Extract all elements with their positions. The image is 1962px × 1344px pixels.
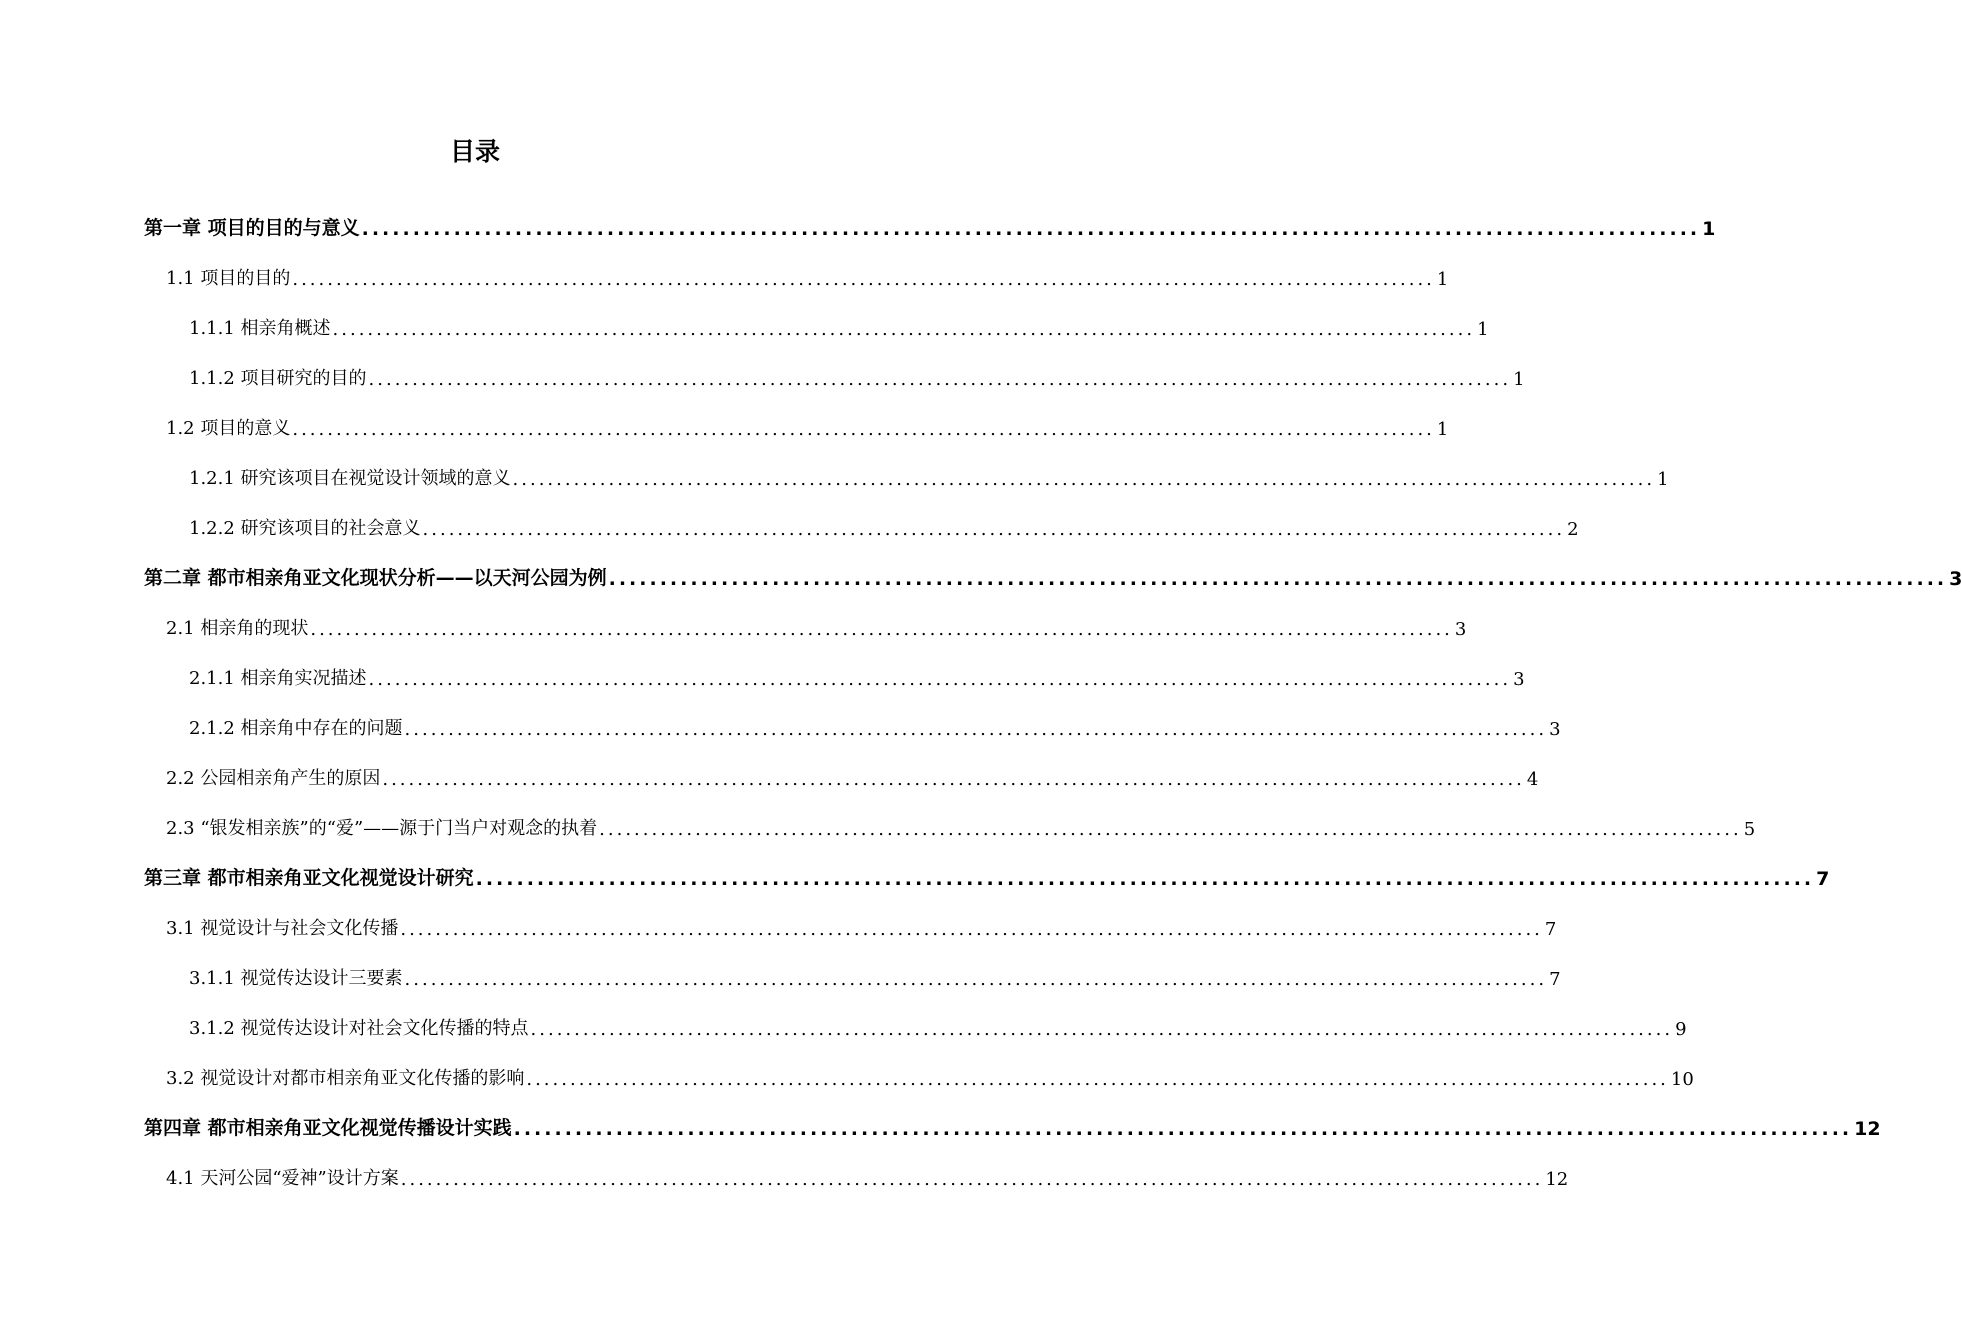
toc-page-number: 4 — [1526, 769, 1539, 790]
dot-leader: ................................................................................................................................... — [361, 218, 1701, 240]
toc-entry-label: 4.1 天河公园“爱神”设计方案 — [166, 1168, 399, 1189]
dot-leader: ................................................................................................................................... — [608, 568, 1948, 590]
toc-entry-label: 第三章 都市相亲角亚文化视觉设计研究 — [144, 867, 474, 889]
dot-leader: ................................................................................................................................... — [599, 819, 1742, 840]
dot-leader: ................................................................................................................................... — [368, 669, 1512, 690]
toc-entry-label: 3.2 视觉设计对都市相亲角亚文化传播的影响 — [166, 1068, 525, 1089]
toc-entry-label: 2.2 公园相亲角产生的原因 — [166, 768, 381, 789]
toc-entry-label: 第一章 项目的目的与意义 — [144, 217, 360, 239]
toc-entry-label: 第二章 都市相亲角亚文化现状分析——以天河公园为例 — [144, 567, 607, 589]
toc-page-number: 2 — [1567, 519, 1579, 540]
toc-entry-1-1-1[interactable] — [189, 310, 1489, 340]
dot-leader: ................................................................................................................................... — [404, 719, 1548, 740]
toc-page-number: 3 — [1949, 568, 1962, 590]
dot-leader: ................................................................................................................................... — [422, 519, 1566, 540]
toc-entry-chapter-3[interactable] — [144, 860, 1830, 890]
dot-leader: ................................................................................................................................... — [404, 969, 1548, 990]
toc-page-number: 7 — [1544, 919, 1557, 940]
toc-page-number: 12 — [1545, 1169, 1569, 1190]
toc-page-number: 3 — [1454, 619, 1467, 640]
toc-entry-label: 2.1.1 相亲角实况描述 — [189, 668, 367, 689]
dot-leader: ................................................................................................................................... — [310, 619, 1453, 640]
toc-entry-1-1[interactable] — [166, 260, 1449, 290]
toc-entry-label: 1.1 项目的目的 — [166, 268, 291, 289]
toc-entry-label: 1.1.1 相亲角概述 — [189, 318, 331, 339]
dot-leader: ................................................................................................................................... — [530, 1019, 1674, 1040]
dot-leader: ................................................................................................................................... — [475, 868, 1815, 890]
page-title: 目录 — [449, 137, 500, 166]
toc-entry-3-2[interactable] — [166, 1060, 1694, 1090]
toc-page-number: 3 — [1513, 669, 1525, 690]
toc-entry-chapter-4[interactable] — [144, 1110, 1881, 1140]
toc-entry-3-1[interactable] — [166, 910, 1557, 940]
toc-entry-chapter-1[interactable] — [144, 210, 1716, 240]
dot-leader: ................................................................................................................................... — [526, 1069, 1669, 1090]
dot-leader: ................................................................................................................................... — [332, 319, 1476, 340]
toc-entry-label: 3.1.2 视觉传达设计对社会文化传播的特点 — [189, 1018, 529, 1039]
toc-page-number: 1 — [1436, 419, 1449, 440]
dot-leader: ................................................................................................................................... — [292, 419, 1435, 440]
toc-entry-1-2-1[interactable] — [189, 460, 1669, 490]
dot-leader: ................................................................................................................................... — [368, 369, 1512, 390]
toc-entry-2-1[interactable] — [166, 610, 1467, 640]
toc-entry-label: 1.1.2 项目研究的目的 — [189, 368, 367, 389]
toc-entry-label: 1.2.1 研究该项目在视觉设计领域的意义 — [189, 468, 511, 489]
toc-page-number: 3 — [1549, 719, 1561, 740]
toc-page-number: 1 — [1477, 319, 1489, 340]
dot-leader: ................................................................................................................................... — [400, 919, 1543, 940]
toc-entry-3-1-2[interactable] — [189, 1010, 1687, 1040]
toc-page-number: 12 — [1854, 1118, 1881, 1140]
toc-page-number: 1 — [1657, 469, 1669, 490]
toc-entry-label: 2.3 “银发相亲族”的“爱”——源于门当户对观念的执着 — [166, 818, 598, 839]
dot-leader: ................................................................................................................................... — [400, 1169, 1544, 1190]
toc-entry-4-1[interactable] — [166, 1160, 1569, 1190]
dot-leader: ................................................................................................................................... — [512, 469, 1656, 490]
dot-leader: ................................................................................................................................... — [292, 269, 1435, 290]
toc-entry-label: 3.1 视觉设计与社会文化传播 — [166, 918, 399, 939]
toc-entry-2-1-1[interactable] — [189, 660, 1525, 690]
toc-page-number: 1 — [1513, 369, 1525, 390]
toc-entry-label: 3.1.1 视觉传达设计三要素 — [189, 968, 403, 989]
toc-entry-chapter-2[interactable] — [144, 560, 1962, 590]
toc-page-number: 1 — [1436, 269, 1449, 290]
toc-entry-1-2[interactable] — [166, 410, 1449, 440]
dot-leader: ................................................................................................................................... — [382, 769, 1525, 790]
toc-entry-3-1-1[interactable] — [189, 960, 1561, 990]
toc-entry-2-1-2[interactable] — [189, 710, 1561, 740]
toc-entry-1-1-2[interactable] — [189, 360, 1525, 390]
toc-page-number: 7 — [1816, 868, 1830, 890]
toc-entry-2-3[interactable] — [166, 810, 1756, 840]
toc-page-number: 7 — [1549, 969, 1561, 990]
toc-entry-2-2[interactable] — [166, 760, 1539, 790]
toc-page-number: 5 — [1743, 819, 1756, 840]
toc-entry-label: 1.2.2 研究该项目的社会意义 — [189, 518, 421, 539]
toc-page-number: 9 — [1675, 1019, 1687, 1040]
toc-entry-label: 2.1.2 相亲角中存在的问题 — [189, 718, 403, 739]
toc-entry-label: 第四章 都市相亲角亚文化视觉传播设计实践 — [144, 1117, 512, 1139]
toc-entry-label: 1.2 项目的意义 — [166, 418, 291, 439]
toc-page-number: 10 — [1670, 1069, 1694, 1090]
toc-entry-label: 2.1 相亲角的现状 — [166, 618, 309, 639]
dot-leader: ................................................................................................................................... — [513, 1118, 1853, 1140]
toc-entry-1-2-2[interactable] — [189, 510, 1579, 540]
toc-page-number: 1 — [1702, 218, 1716, 240]
